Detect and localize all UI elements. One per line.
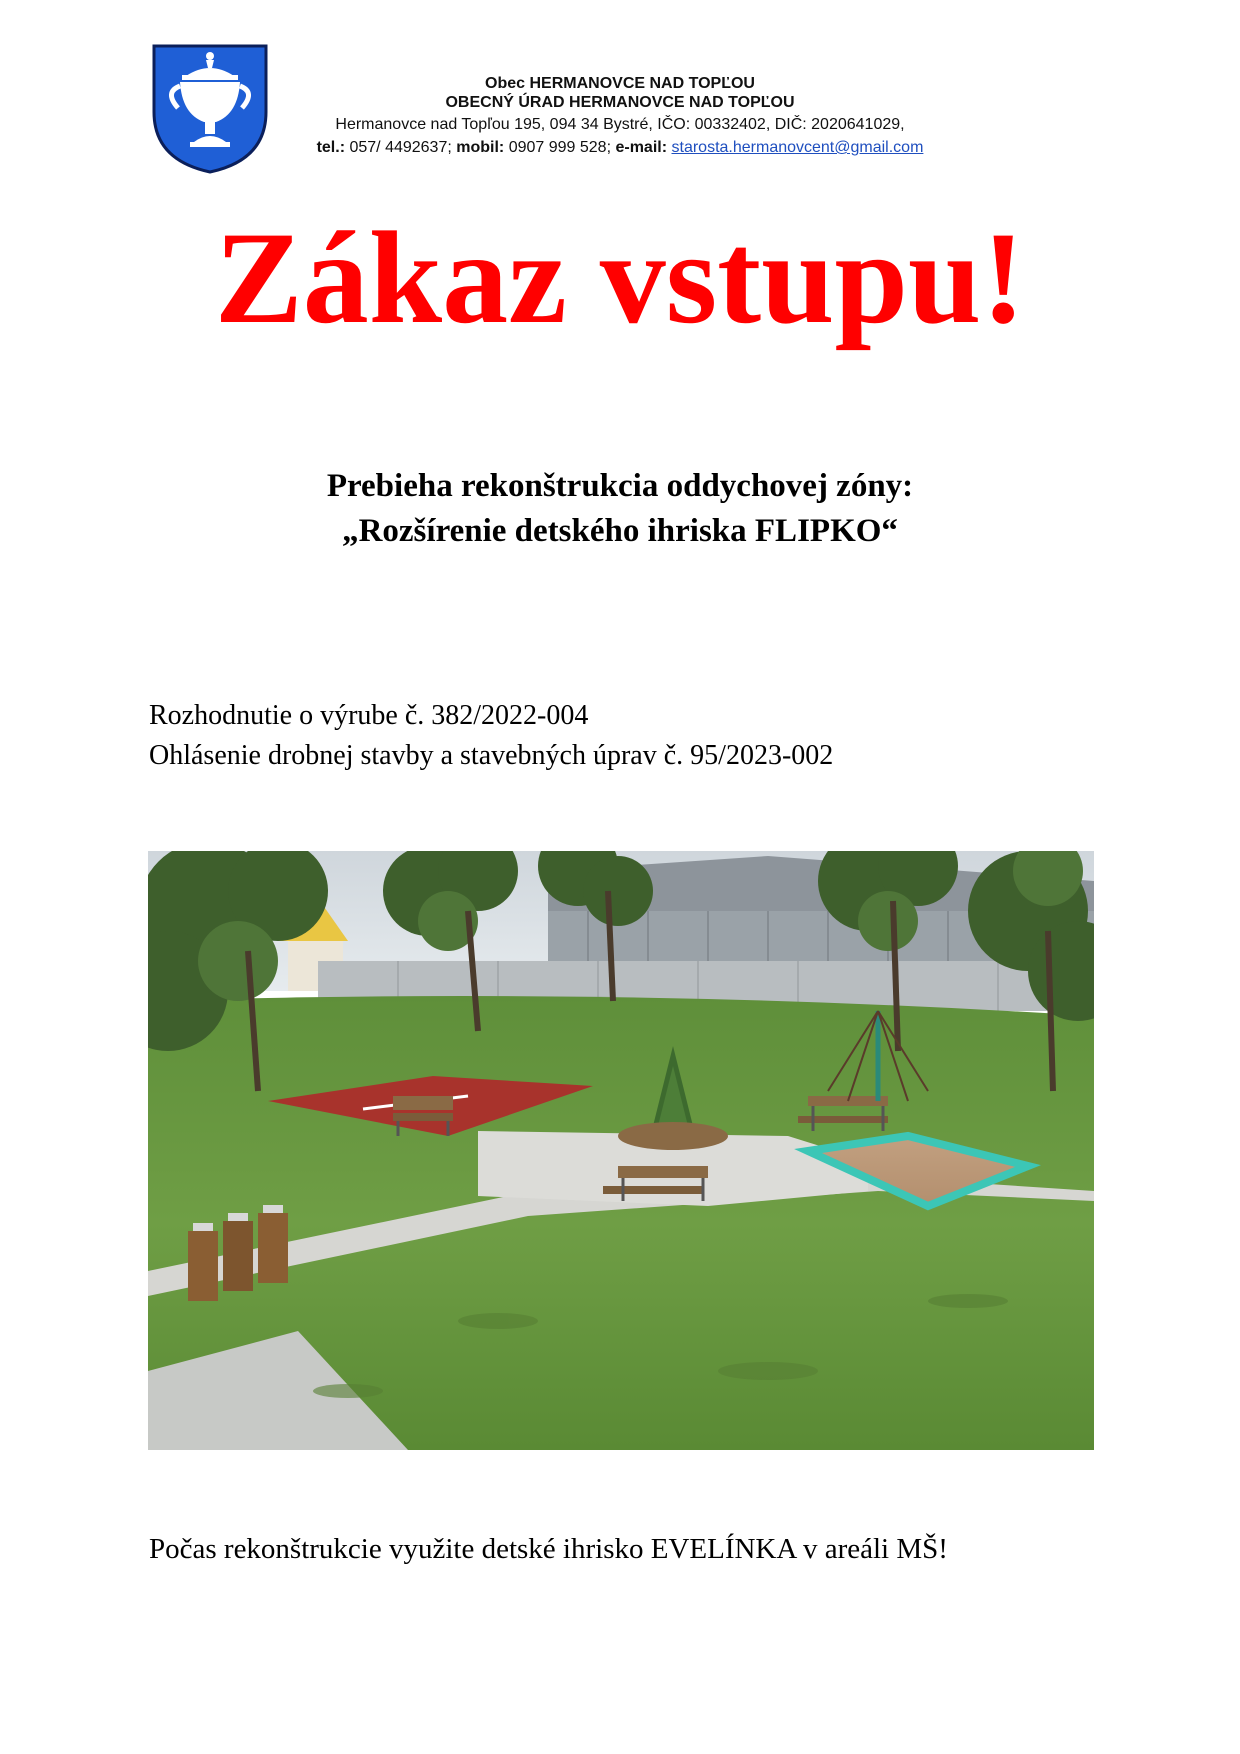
mobil-value: 0907 999 528; — [504, 139, 616, 156]
tel-label: tel.: — [316, 139, 346, 156]
mobil-label: mobil: — [456, 139, 505, 156]
office-name: OBECNÝ ÚRAD HERMANOVCE NAD TOPĽOU — [445, 94, 795, 111]
email-link[interactable]: starosta.hermanovcent@gmail.com — [671, 139, 924, 156]
alternative-playground-note: Počas rekonštrukcie využite detské ihrisko EVELÍNKA v areáli MŠ! — [149, 1533, 948, 1565]
subtitle-line-1: Prebieha rekonštrukcia oddychovej zóny: — [326, 468, 914, 504]
tel-value: 057/ 4492637; — [345, 139, 457, 156]
office-address: Hermanovce nad Topľou 195, 094 34 Bystré, IČO: 00332402, DIČ: 2020641029, — [335, 116, 905, 133]
subtitle-line-2: „Rozšírenie detského ihriska FLIPKO“ — [342, 513, 898, 549]
playground-visualization-image — [148, 851, 1094, 1450]
contact-line — [250, 139, 990, 157]
construction-notice: Ohlásenie drobnej stavby a stavebných úprav č. 95/2023-002 — [149, 740, 834, 771]
municipality-name: Obec HERMANOVCE NAD TOPĽOU — [485, 75, 755, 92]
email-label: e-mail: — [615, 139, 668, 156]
felling-decision: Rozhodnutie o výrube č. 382/2022-004 — [149, 700, 589, 731]
page-title: Zákaz vstupu! — [214, 204, 1026, 351]
